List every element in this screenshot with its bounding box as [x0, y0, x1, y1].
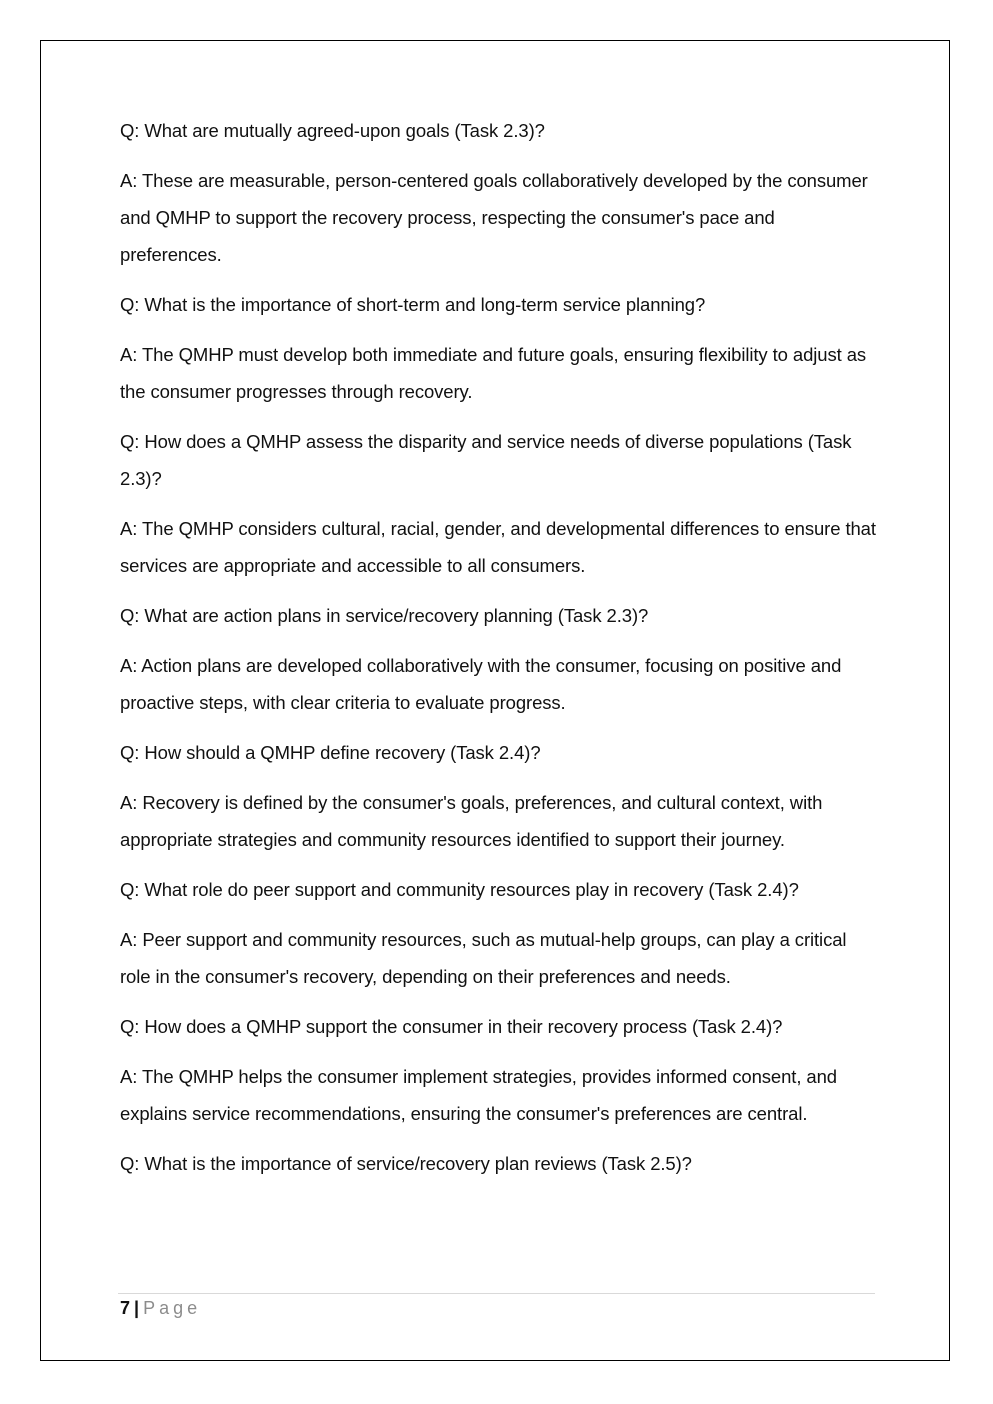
answer-paragraph: A: Action plans are developed collaboratively with the consumer, focusing on positive and proactive steps, with clear criteria to evaluate progress. [120, 655, 842, 713]
answer-paragraph: A: The QMHP helps the consumer implement strategies, provides informed consent, and explains service recommendations, ensuring the consumer's preferences are central. [120, 1066, 837, 1124]
question-paragraph: Q: What are action plans in service/recovery planning (Task 2.3)? [120, 605, 649, 626]
page-footer [120, 1296, 201, 1320]
document-body [120, 112, 880, 1195]
question-paragraph: Q: How does a QMHP support the consumer in their recovery process (Task 2.4)? [120, 1016, 783, 1037]
question-paragraph: Q: What role do peer support and community resources play in recovery (Task 2.4)? [120, 879, 799, 900]
answer-paragraph: A: The QMHP must develop both immediate and future goals, ensuring flexibility to adjust as the consumer progresses through recovery. [120, 344, 867, 402]
page-label: Page [143, 1298, 202, 1318]
answer-paragraph: A: The QMHP considers cultural, racial, gender, and developmental differences to ensure that services are appropriate and accessible to all consumers. [120, 518, 876, 576]
question-paragraph: Q: How should a QMHP define recovery (Task 2.4)? [120, 742, 541, 763]
page-number: 7 [120, 1298, 131, 1318]
footer-divider [118, 1293, 875, 1294]
question-paragraph: Q: What is the importance of short-term and long-term service planning? [120, 294, 706, 315]
question-paragraph: Q: What are mutually agreed-upon goals (Task 2.3)? [120, 120, 545, 141]
answer-paragraph: A: Recovery is defined by the consumer's goals, preferences, and cultural context, with appropriate strategies and community resources identified to support their journey. [120, 792, 823, 850]
question-paragraph: Q: What is the importance of service/recovery plan reviews (Task 2.5)? [120, 1153, 692, 1174]
footer-separator: | [134, 1298, 140, 1318]
question-paragraph: Q: How does a QMHP assess the disparity and service needs of diverse populations (Task 2.3)? [120, 431, 852, 489]
answer-paragraph: A: These are measurable, person-centered goals collaboratively developed by the consumer and QMHP to support the recovery process, respecting the consumer's pace and preferences. [120, 170, 868, 265]
answer-paragraph: A: Peer support and community resources, such as mutual-help groups, can play a critical role in the consumer's recovery, depending on their preferences and needs. [120, 929, 847, 987]
